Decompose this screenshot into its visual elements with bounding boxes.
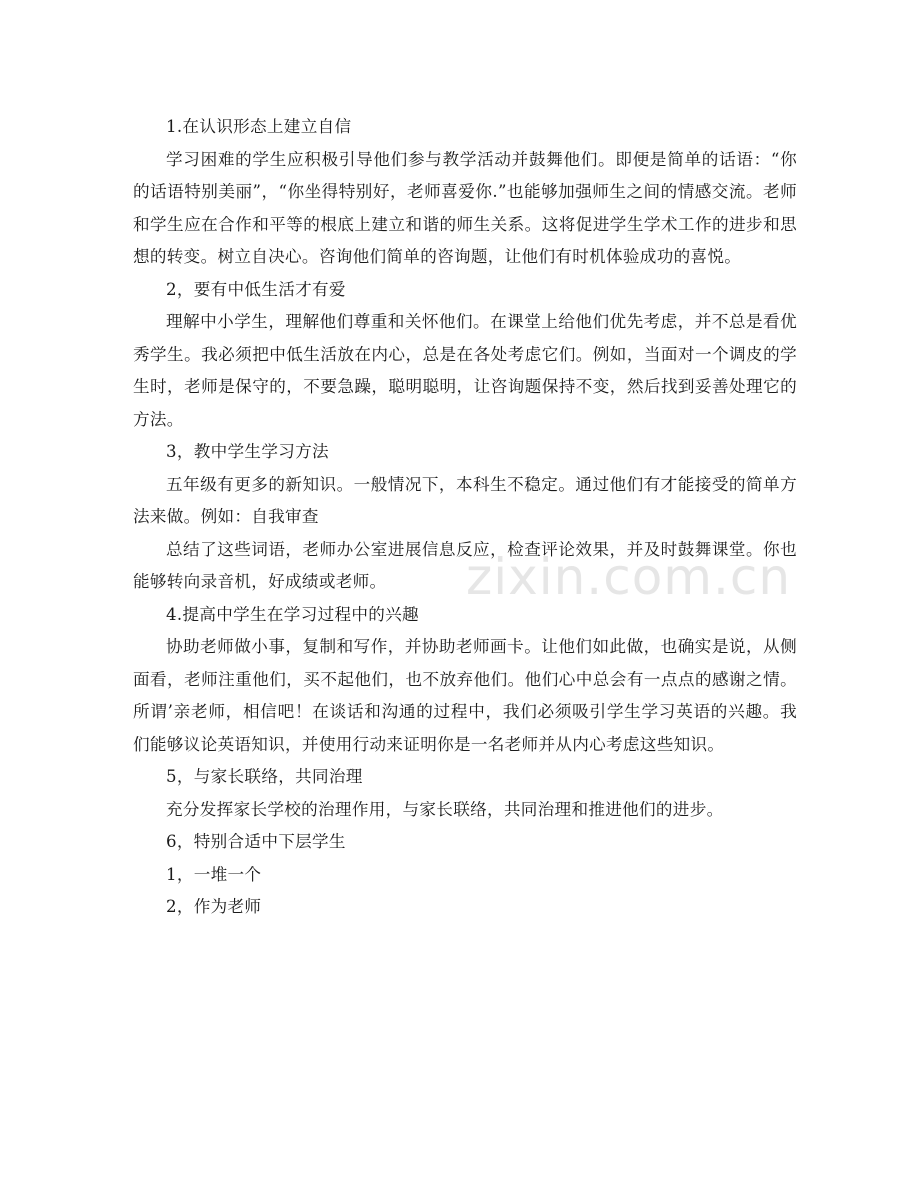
paragraph-2: 理解中小学生，理解他们尊重和关怀他们。在课堂上给他们优先考虑，并不总是看优秀学生。我必须把中低生活放在内心，总是在各处考虑它们。例如，当面对一个调皮的学生时，老师是保守的，不要急躁，聪明聪明，让咨询题保持不变，然后找到妥善处理它的方法。 xyxy=(133,312,797,429)
paragraph-4: 总结了这些词语，老师办公室进展信息反应，检查评论效果，并及时鼓舞课堂。你也能够转向录音机，好成绩或老师。 xyxy=(133,539,797,591)
paragraph-6: 充分发挥家长学校的治理作用，与家长联络，共同治理和推进他们的进步。 xyxy=(166,799,724,819)
list-item: 1，一堆一个 xyxy=(166,864,262,884)
heading-5: 5，与家长联络，共同治理 xyxy=(166,767,363,786)
heading-4: 4.提高中学生在学习过程中的兴趣 xyxy=(166,604,419,624)
paragraph-3: 五年级有更多的新知识。一般情况下，本科生不稳定。通过他们有才能接受的简单方法来做。例如：自我审查 xyxy=(133,474,797,526)
list-item: 2，作为老师 xyxy=(166,897,262,916)
watermark: zixin.com.cn xyxy=(466,548,792,606)
paragraph-5: 协助老师做小事，复制和写作，并协助老师画卡。让他们如此做，也确实是说，从侧面看，老师注重他们，买不起他们，也不放弃他们。他们心中总会有一点点的感谢之情。所谓’亲老师，相信吧！在谈话和沟通的过程中，我们必须吸引学生学习英语的兴趣。我们能够议论英语知识，并使用行动来证明你是一名老师并从内心考虑这些知识。 xyxy=(133,637,797,754)
heading-6: 6，特别合适中下层学生 xyxy=(166,832,346,851)
paragraph-1: 学习困难的学生应积极引导他们参与教学活动并鼓舞他们。即便是简单的话语：“你的话语特别美丽”，“你坐得特别好，老师喜爱你.”也能够加强师生之间的情感交流。老师和学生应在合作和平等的根底上建立和谐的师生关系。这将促进学生学术工作的进步和思想的转变。树立自决心。咨询他们简单的咨询题，让他们有时机体验成功的喜悦。 xyxy=(133,149,797,266)
heading-1: 1.在认识形态上建立自信 xyxy=(166,117,352,136)
heading-3: 3，教中学生学习方法 xyxy=(166,442,329,461)
heading-2: 2，要有中低生活才有爱 xyxy=(166,279,346,299)
document-body xyxy=(133,111,797,924)
